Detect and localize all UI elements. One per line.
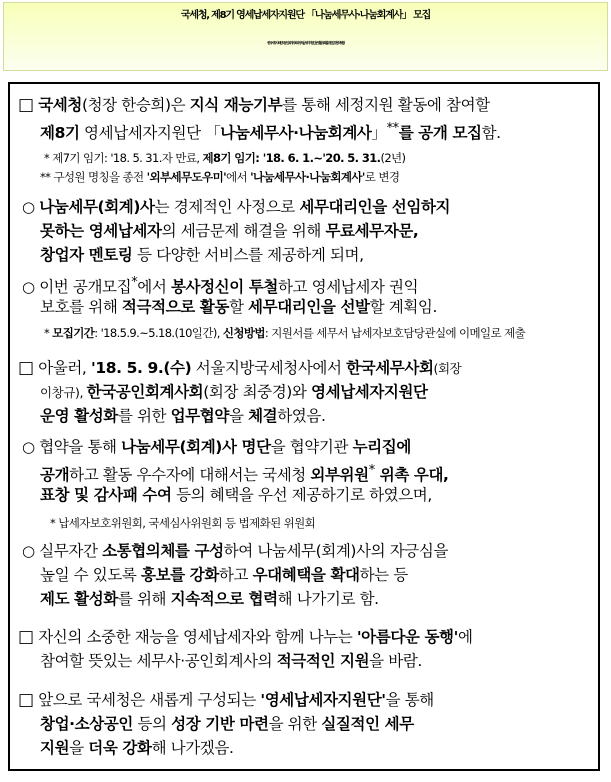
p8-line-1: □ 앞으로 국세청은 새롭게 구성되는 '영세납세자지원단'을 통해 <box>18 690 434 710</box>
p7-line-2: 참여할 뜻있는 세무사·공인회계사의 적극적인 지원을 바람. <box>40 652 422 670</box>
p5-note: * 납세자보호위원회, 국세심사위원회 등 법제화된 위원회 <box>50 516 316 530</box>
p2-line-3: 창업자 멘토링 등 다양한 서비스를 제공하게 되며, <box>40 246 364 264</box>
p2-line-1: ○ 나눔세무(회계)사는 경제적인 사정으로 세무대리인을 선임하지 <box>22 198 451 216</box>
circle-bullet-icon: ○ <box>22 542 35 560</box>
square-bullet-icon: □ <box>18 627 34 647</box>
p6-line-3: 제도 활성화를 위해 지속적으로 협력해 나가기로 함. <box>40 590 379 608</box>
p7-line-1: □ 자신의 소중한 재능을 영세납세자와 함께 나누는 '아름다운 동행'에 <box>18 627 473 647</box>
square-bullet-icon: □ <box>18 95 34 115</box>
p6-line-1: ○ 실무자간 소통협의체를 구성하여 나눔세무(회계)사의 자긍심을 <box>22 542 449 560</box>
p4-line-1: □ 아울러, '18. 5. 9.(수) 서울지방국세청사에서 한국세무사회(회장 <box>18 358 462 378</box>
p8-line-3: 지원을 더욱 강화해 나가겠음. <box>40 739 234 757</box>
p8-line-2: 창업·소상공인 등의 성장 기반 마련을 위한 실질적인 세무 <box>40 715 414 733</box>
page-subtitle: - 한국세무사회·한국공인회계사회와 영세납세자지원단 운영 활성화를 위한 업무협약 체결 - <box>267 41 344 45</box>
p1-line-2: 제8기 영세납세자지원단 「나눔세무사·나눔회계사」**를 공개 모집함. <box>40 121 501 143</box>
p3-line-2: 보호를 위해 적극적으로 활동할 세무대리인을 선발할 계획임. <box>40 298 437 316</box>
page-title: 국세청, 제8기 영세납세자지원단 「나눔세무사·나눔회계사」 모집 <box>180 10 431 21</box>
square-bullet-icon: □ <box>18 690 34 710</box>
p5-line-1: ○ 협약을 통해 나눔세무(회계)사 명단을 협약기관 누리집에 <box>22 438 411 456</box>
p1-note-1: * 제7기 임기: '18. 5. 31.자 만료, 제8기 임기: '18. 6. 1.~'20. 5. 31.(2년) <box>44 151 406 165</box>
p5-line-3: 표창 및 감사패 수여 등의 혜택을 우선 제공하기로 하였으며, <box>40 486 432 504</box>
circle-bullet-icon: ○ <box>22 278 35 297</box>
p4-line-2: 이창규), 한국공인회계사회(회장 최중경)와 영세납세자지원단 <box>40 383 428 401</box>
p5-line-2: 공개하고 활동 우수자에 대해서는 국세청 외부위원* 위촉 우대, <box>40 463 449 485</box>
p3-note: * 모집기간: '18.5.9.~5.18.(10일간), 신청방법: 지원서를 세무서 납세자보호담당관실에 이메일로 제출 <box>44 326 526 340</box>
p1-line-1: □ 국세청(청장 한승희)은 지식 재능기부를 통해 세정지원 활동에 참여할 <box>18 95 490 115</box>
circle-bullet-icon: ○ <box>22 198 35 216</box>
p6-line-2: 높일 수 있도록 홍보를 강화하고 우대혜택을 확대하는 등 <box>40 566 408 584</box>
p2-line-2: 못하는 영세납세자의 세금문제 해결을 위해 무료세무자문, <box>40 222 419 240</box>
p1-note-2: ** 구성원 명칭을 종전 '외부세무도우미'에서 '나눔세무사·나눔회계사'로 변경 <box>40 170 400 184</box>
p3-line-1: ○ 이번 공개모집*에서 봉사정신이 투철하고 영세납세자 권익 <box>22 275 419 297</box>
square-bullet-icon: □ <box>18 358 34 378</box>
circle-bullet-icon: ○ <box>22 438 35 456</box>
p4-line-3: 운영 활성화를 위한 업무협약을 체결하였음. <box>40 407 326 425</box>
